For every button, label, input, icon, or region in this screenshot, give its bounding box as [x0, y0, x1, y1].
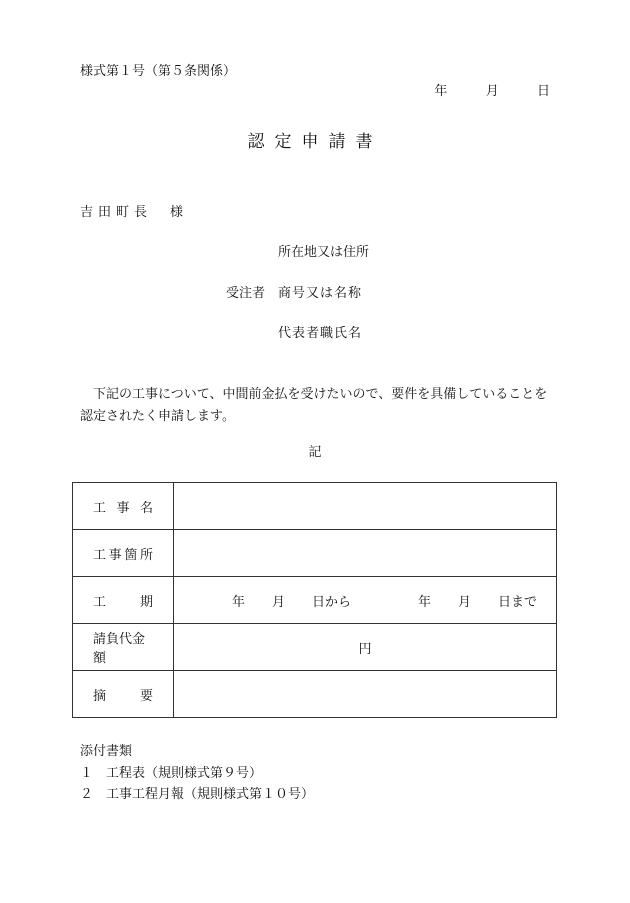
- ki-heading: 記: [308, 445, 322, 460]
- page-title: 認定申請書: [247, 132, 383, 152]
- addressee: 吉田町長 様: [80, 205, 189, 220]
- info-table: [72, 482, 557, 718]
- date-month: 月: [485, 84, 499, 99]
- construction-location-field[interactable]: [174, 530, 557, 577]
- form-number: 様式第１号（第５条関係）: [80, 64, 237, 79]
- remarks-label: 摘 要: [73, 671, 174, 718]
- address-label: 所在地又は住所: [278, 245, 370, 260]
- remarks-field[interactable]: [174, 671, 557, 718]
- company-name-label: 商号又は名称: [278, 286, 363, 301]
- contract-amount-label: 請負代金額: [73, 624, 174, 671]
- body-text: 下記の工事について、中間前金払を受けたいので、要件を具備していることを認定されたく申請します。: [80, 387, 548, 424]
- construction-name-label: 工 事 名: [73, 483, 174, 530]
- table-row: [73, 483, 557, 530]
- table-row: [73, 671, 557, 718]
- construction-location-label: 工 事 箇 所: [73, 530, 174, 577]
- construction-period-label: 工 期: [73, 577, 174, 624]
- attachments-title: 添付書類: [80, 744, 133, 759]
- contract-amount-field[interactable]: 円: [174, 624, 557, 671]
- date-line: [434, 84, 550, 100]
- construction-period-field[interactable]: 年 月 日から 年 月 日まで: [174, 577, 557, 624]
- table-row: [73, 624, 557, 671]
- representative-label: 代表者職氏名: [278, 326, 363, 341]
- construction-name-field[interactable]: [174, 483, 557, 530]
- contractor-label: 受注者: [226, 286, 266, 301]
- table-row: [73, 577, 557, 624]
- table-row: [73, 530, 557, 577]
- date-day: 日: [536, 84, 550, 99]
- date-year: 年: [434, 84, 448, 99]
- attachment-item: １ 工程表（規則様式第９号）: [80, 766, 263, 781]
- attachment-item: ２ 工事工程月報（規則様式第１０号）: [80, 787, 315, 802]
